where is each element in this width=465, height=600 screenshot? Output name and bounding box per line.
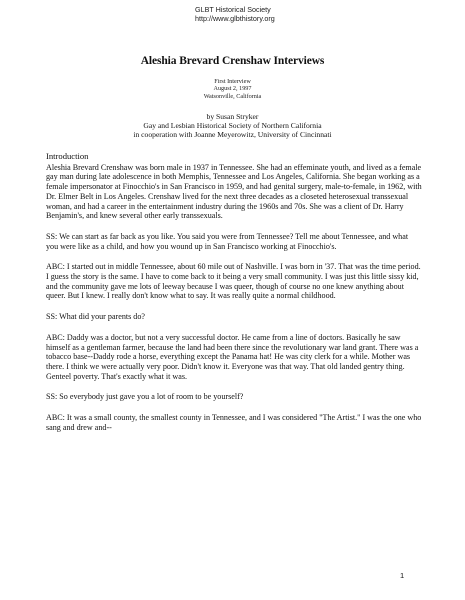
interview-session: First Interview bbox=[214, 78, 251, 85]
dialogue-paragraph: ABC: It was a small county, the smallest county in Tennessee, and I was considered "The Artist." I was the one who sang and drew and-- bbox=[46, 413, 422, 432]
author: by Susan Stryker bbox=[206, 112, 259, 121]
society-url[interactable]: http://www.glbthistory.org bbox=[195, 13, 275, 23]
page-header bbox=[195, 6, 275, 23]
document-body bbox=[46, 152, 422, 443]
intro-paragraph: Aleshia Brevard Crenshaw was born male in 1937 in Tennessee. She had an effeminate youth, and lived as a female gay man during late adolescence in both Memphis, Tennessee and Los Angeles, California. She began working as a female impersonator at Finocchio's in San Francisco in 1959, and had genital surgery, male-to-female, in 1962, with Dr. Elmer Belt in Los Angeles. Crenshaw lived for the next three decades as a closeted heterosexual transsexual woman, and had a career in the entertainment industry during the 1960s and 70s. She was a client of Dr. Harry Benjamin's, and knew several other early transsexuals. bbox=[46, 162, 422, 221]
dialogue-paragraph: SS: So everybody just gave you a lot of room to be yourself? bbox=[46, 392, 244, 402]
dialogue-paragraph: SS: We can start as far back as you like. You said you were from Tennessee? Tell me about Tennessee, and what you were like as a child, and how you wound up in San Francisco working at Finocchio's. bbox=[46, 231, 409, 251]
dialogue-paragraph: ABC: Daddy was a doctor, but not a very successful doctor. He came from a line of doctors. Basically he saw himself as a gentleman farmer, because the land had been there since the revolutionary war land grant. There was a tobacco base--Daddy rode a horse, everything except the Panama hat! He was city clerk for a while. Mother was there. I think we were actually very poor. Didn't know it. Everyone was that way. That old landed gentry thing. Genteel poverty. That's exactly what it was. bbox=[46, 332, 419, 381]
interview-meta bbox=[0, 78, 465, 100]
page-number: 1 bbox=[400, 571, 405, 580]
society-name: GLBT Historical Society bbox=[195, 5, 271, 14]
interview-date: August 2, 1997 bbox=[213, 85, 252, 93]
dialogue-paragraph: SS: What did your parents do? bbox=[46, 312, 145, 322]
byline bbox=[0, 112, 465, 140]
intro-heading: Introduction bbox=[46, 151, 89, 161]
interview-place: Watsonville, California bbox=[203, 92, 262, 100]
document-title: Aleshia Brevard Crenshaw Interviews bbox=[140, 55, 325, 67]
organization: Gay and Lesbian Historical Society of Northern California bbox=[143, 121, 322, 131]
cooperation: in cooperation with Joanne Meyerowitz, University of Cincinnati bbox=[133, 130, 332, 140]
dialogue-paragraph: ABC: I started out in middle Tennessee, about 60 mile out of Nashville. I was born in '37. That was the time period. I guess the story is the same. I have to come back to it being a very small community. I was just this little sissy kid, and the community gave me lots of leeway because I was queer, though of course no one knew anything about queer. But I knew. I really don't know what to say. It was really quite a normal childhood. bbox=[46, 262, 421, 301]
